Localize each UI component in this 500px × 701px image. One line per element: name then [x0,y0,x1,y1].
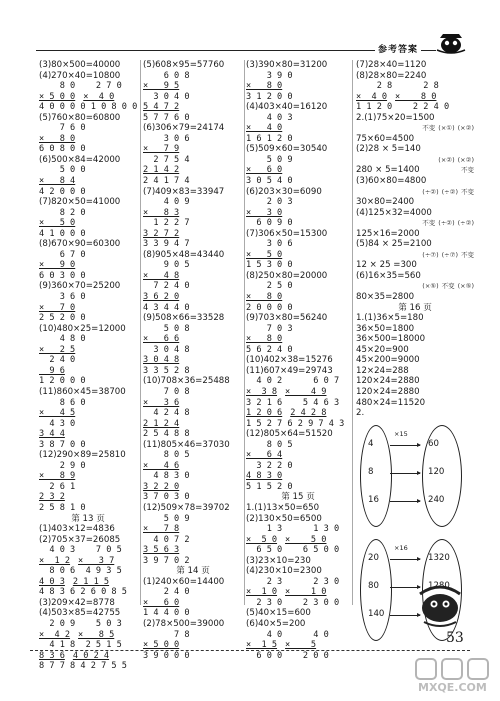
change-tag: 不变 [461,187,474,196]
watermark [412,656,500,700]
calc-line: 3 9 7 0 2 [143,555,190,566]
column-divider [352,60,353,605]
operation-label: ×15 [394,429,408,438]
equation-line: (5)84 × 25=2100 [356,239,432,250]
calc-row [356,92,474,103]
calc-line: × 4 9 [285,386,327,397]
calc-line: 5 0 9 [246,154,293,165]
change-tag: 不变 [461,250,474,259]
answer-column-3 [246,60,350,661]
calc-line: 9 6 [39,365,65,376]
calc-line: 4 3 4 4 0 [143,302,190,313]
change-tag: (÷⑦) [422,250,439,259]
watermark-text: MXQE.COM [418,681,487,694]
operation-label: ×16 [394,543,408,552]
mapping-arrow [390,473,420,474]
calc-line: × 6 0 [246,165,283,176]
calc-line: 6 0 3 0 0 [39,270,86,281]
change-tag: 不变 [441,282,455,291]
calc-line: 5 4 7 2 [143,102,180,113]
calc-line: 8 7 7 8 4 2 7 5 5 [39,661,127,672]
calc-line: 3 3 9 4 7 [143,239,190,250]
equation-line: 280 × 5=1400 [356,165,420,176]
footer-rule [30,650,470,651]
calc-line: 6 5 0 6 5 0 0 [246,545,340,556]
left-value: 16 [368,494,379,505]
calc-line: 1 5 3 0 0 [246,260,293,271]
calc-line: 4 0 9 [143,197,190,208]
calc-line: × 9 5 [143,81,180,92]
calc-line: 8 0 2 7 0 [39,81,122,92]
calc-line: 4 1 8 2 5 1 5 [39,640,122,651]
calc-line: 2 0 9 5 0 3 [39,618,122,629]
calc-line: 2 4 1 7 4 [143,176,190,187]
equation-line: (7)409×83=33947 [143,186,225,197]
calc-line: 3 7 0 3 0 [143,492,190,503]
calc-line: × 5 0 0 [39,91,76,102]
equation-line: (12)290×89=25810 [39,450,126,461]
change-rule-chains [356,113,474,303]
left-value: 4 [368,438,374,449]
rule-row [356,187,474,198]
calc-line: 5 0 9 [143,513,190,524]
calc-row [246,387,350,398]
section-heading: 第 15 页 [281,492,315,503]
rule-row [356,144,474,155]
equation-line: (10)708×36=25488 [143,376,230,387]
calc-line: 4 2 4 8 [143,408,190,419]
rule-row [356,165,474,176]
mapping-arrow [390,559,420,560]
calc-line: × 8 0 [39,133,76,144]
calc-line: 3 9 0 [246,70,293,81]
calc-line: 4 1 0 0 0 [39,228,86,239]
calc-line: × 5 0 [39,218,76,229]
calc-line: 3 0 4 0 [143,91,190,102]
rule-row [356,123,474,134]
calc-line: 2 5 2 0 0 [39,313,86,324]
equation-line: (6)16×35=560 [356,270,421,281]
calc-line: 3 2 2 0 [246,460,293,471]
mapping-arrow [390,501,420,502]
calc-line: 2 1 1 5 [72,576,110,587]
calc-line: 5 1 5 2 0 [246,481,293,492]
header-label: 参考答案 [375,42,421,55]
change-tag: (÷②) [422,187,439,196]
calc-line: × 4 0 [246,123,283,134]
calc-line: 5 7 7 6 0 [143,112,190,123]
equation-line: (9)703×80=56240 [246,313,328,324]
calc-line: 2 1 4 2 [143,165,180,176]
left-value: 80 [368,580,379,591]
calc-line: 3 5 6 3 [143,545,180,556]
calc-line: 7 2 4 0 [143,281,190,292]
right-value: 120 [428,466,445,477]
equation-line: (5)608×95=57760 [143,60,225,70]
equation-line: 120×24=2880 [356,376,420,387]
equation-line: (3)60×80=4800 [356,176,427,187]
equation-line: 80×35=2800 [356,292,415,303]
calc-line: 6 0 8 [143,70,190,81]
calc-row [246,587,350,598]
calc-line: 2 3 2 [39,492,65,503]
rule-row [356,229,474,240]
calc-line: × 4 6 [143,460,180,471]
calc-line: 6 0 0 2 0 0 [246,650,329,661]
calc-line: × 6 6 [143,334,180,345]
column-divider [140,60,141,605]
equation-line: 45×200=9000 [356,355,420,366]
calc-line: × 2 5 [39,344,76,355]
calc-line: 4 0 2 4 [72,650,110,661]
equation-line: (7)306×50=15300 [246,228,328,239]
calc-line: 4 0 3 7 0 5 [39,545,122,556]
left-value: 8 [368,466,374,477]
calc-line: × 3 8 [246,386,278,397]
calc-line: 4 0 3 [39,576,65,587]
calc-line: 4 0 7 2 [143,534,190,545]
section-heading: 第 16 页 [398,302,432,313]
calc-line: 8 6 0 [39,397,86,408]
calc-line: 4 2 0 0 0 [39,186,86,197]
calc-row [39,577,137,588]
calc-line: 4 8 0 [39,334,86,345]
calc-line: 3 0 4 8 [143,355,180,366]
calc-line: 1 5 2 7 6 2 9 7 4 3 [246,418,345,429]
calc-line: 8 0 5 [246,439,293,450]
equation-line: (1)240×60=14400 [143,576,225,587]
change-tag: 不变 [422,219,436,228]
equation-line: 36×50=1800 [356,323,415,334]
calc-line: 6 0 8 0 0 [39,144,86,155]
left-oval [360,425,392,527]
calc-line: 2 9 0 [39,460,86,471]
calc-line: 5 6 2 4 0 [246,344,293,355]
calc-line: 4 0 4 0 [246,629,329,640]
calc-line: 1 6 1 2 0 [246,133,293,144]
calc-line: 7 6 0 [39,123,86,134]
equation-line: (4)125×32=4000 [356,207,432,218]
equation-line: (5)760×80=60800 [39,112,121,123]
change-tag: (÷②) [457,219,474,228]
calc-line: × 8 0 [395,91,437,102]
change-tag: (×⑤) [457,282,474,291]
calc-line: 8 3 6 [39,650,65,661]
calc-line: × 4 0 [356,91,388,102]
calc-line: 3 2 2 0 [143,481,180,492]
equation-line: 30×80=2400 [356,197,415,208]
change-tag: (÷⑦) [441,250,458,259]
calc-line: 7 0 3 [246,323,293,334]
calc-line: 3 0 5 4 0 [246,176,293,187]
calc-line: 3 6 0 [39,292,86,303]
answer-column-1 [39,60,137,672]
equation-line: 125×16=2000 [356,228,420,239]
calc-line: × 8 3 [143,207,180,218]
calc-line: × 8 0 [246,292,283,303]
calc-line: × 3 7 [78,555,115,566]
equation-line: 36×500=18000 [356,334,426,345]
rule-row [356,250,474,261]
equation-line: (10)402×38=15276 [246,355,333,366]
change-tag: (×②) [457,155,474,164]
equation-line: (6)40×5=200 [246,618,306,629]
calc-line: × 6 4 [246,450,283,461]
mascot-icon [410,580,468,630]
calc-line: 2 7 5 4 [143,154,190,165]
calc-line: 4 3 0 [39,418,76,429]
column-divider [244,60,245,605]
calc-line: 2 4 0 [143,587,190,598]
equation-line: (12)509×78=39702 [143,502,230,513]
calc-line: × 8 5 [78,629,115,640]
equation-line: (6)306×79=24174 [143,123,225,134]
equation-line: (3)23×10=230 [246,555,311,566]
calc-line: 2 5 4 8 8 [143,429,190,440]
calc-line: × 5 0 [246,249,283,260]
calc-line: 2 3 2 3 0 [246,576,340,587]
left-value: 20 [368,552,379,563]
equation-line: (4)403×40=16120 [246,102,328,113]
calc-line: 4 0 2 6 0 7 [246,376,340,387]
calc-line: 2 8 2 8 [356,81,439,92]
equation-line: (8)250×80=20000 [246,270,328,281]
calc-line: × 8 0 [246,334,283,345]
equation-line: (1)403×12=4836 [39,524,115,535]
calc-row [39,630,137,641]
equation-line: (4)270×40=10800 [39,70,121,81]
equation-line: 1.(1)36×5=180 [356,313,424,324]
rule-row [356,155,474,166]
rule-row [356,113,474,124]
calc-line: 3 0 4 8 [143,344,190,355]
equation-line: (8)670×90=60300 [39,239,121,250]
calc-line: 6 0 9 0 [246,218,293,229]
change-tag: 不变 [422,124,436,133]
calc-row [246,408,350,419]
calc-line: 3 2 7 2 [143,228,180,239]
change-tag: (÷②) [438,219,455,228]
equation-line: (2)28 × 5=140 [356,144,421,155]
mascot-icon [434,30,468,56]
answer-column-2 [143,60,243,661]
calc-line: 2 1 2 4 [143,418,180,429]
calc-line: × 7 8 [143,524,180,535]
calc-row [39,556,137,567]
calc-line: 2 5 8 1 0 [39,502,86,513]
rule-row [356,197,474,208]
equation-line: 12 × 25 =300 [356,260,417,271]
calc-line: 1 2 0 6 [246,408,283,419]
calc-line: 4 8 3 6 2 6 0 8 5 [39,587,127,598]
rule-row [356,134,474,145]
calc-line: 2 0 3 [246,197,293,208]
change-tag: (×①) [438,124,455,133]
equation-line: (4)503×85=42755 [39,608,121,619]
calc-line: × 4 8 [143,270,180,281]
equation-line: (11)607×49=29743 [246,365,333,376]
equation-line: (8)905×48=43440 [143,249,225,260]
calc-line: × 8 4 [39,176,76,187]
calc-line: 4 8 3 0 [246,471,283,482]
change-tag: 不变 [461,166,474,175]
equation-line: 480×24=11520 [356,397,426,408]
calc-line: × 1 2 [39,555,71,566]
calc-line: × 5 0 [285,534,327,545]
equation-line: (7)28×40=1120 [356,60,427,70]
equation-line: (10)480×25=12000 [39,323,126,334]
calc-line: 1 2 0 0 0 [39,376,86,387]
calc-line: × 1 0 [246,587,278,598]
calc-line: 2 4 2 8 [290,408,327,419]
calc-line: × 4 5 [39,408,76,419]
right-value: 1320 [428,552,450,563]
calc-line: 9 0 5 [143,260,190,271]
right-value: 240 [428,494,445,505]
rule-row [356,281,474,292]
calc-line: 8 0 6 4 9 3 5 [39,566,122,577]
equation-line: 75×60=4500 [356,133,415,144]
page16-answers [356,313,474,408]
equation-line: 1.(1)13×50=650 [246,502,320,513]
section-heading: 第 13 页 [71,513,105,524]
calc-line: 1 2 2 7 [143,218,190,229]
calc-line: × 3 6 [143,397,180,408]
rule-row [356,292,474,303]
mapping-arrow [390,445,420,446]
header [36,30,476,58]
calc-line: × 1 0 [285,587,327,598]
rule-row [356,239,474,250]
calc-line: 2 4 0 [39,355,76,366]
equation-line: (12)805×64=51520 [246,429,333,440]
calc-line: 3 2 1 6 5 4 6 3 [246,397,340,408]
calc-row [246,535,350,546]
calc-line: × 4 2 [39,629,71,640]
equation-line: (6)500×84=42000 [39,154,121,165]
calc-line: 8 2 0 [39,207,86,218]
calc-line: 2 3 0 2 3 0 0 [246,597,340,608]
calc-line: 3 8 7 0 0 [39,439,86,450]
calc-line: 3 3 5 2 8 [143,365,190,376]
change-tag: (÷②) [441,187,458,196]
calc-line: 3 4 4 [39,429,65,440]
calc-line: 7 8 [143,629,190,640]
calc-line: 7 0 8 [143,386,190,397]
rule-row [356,218,474,229]
equation-line: 2.(1)75×20=1500 [356,112,435,123]
calc-line: 1 4 4 0 0 [143,608,190,619]
calc-line: 3 0 6 [143,133,190,144]
calc-line: 3 1 2 0 0 [246,91,293,102]
calc-line: × 6 0 [143,597,180,608]
calc-line: 4 0 0 0 0 1 0 8 0 0 [39,102,138,113]
equation-line: (11)805×46=37030 [143,439,230,450]
page-number: 53 [446,630,464,646]
calc-line: × 7 9 [143,144,180,155]
change-tag: (×⑤) [422,282,439,291]
calc-line: × 5 0 [246,534,278,545]
calc-line: 4 8 3 0 [143,471,190,482]
calc-line: 3 6 2 0 [143,292,180,303]
section-heading: 第 14 页 [176,566,210,577]
calc-line: × 8 0 [246,81,283,92]
calc-line: 2 0 0 0 0 [246,302,293,313]
equation-line: (6)203×30=6090 [246,186,322,197]
rule-row [356,208,474,219]
equation-line: (4)230×10=2300 [246,566,322,577]
equation-line: (3)80×500=40000 [39,60,121,70]
equation-line: (9)360×70=25200 [39,281,121,292]
equation-line: (3)390×80=31200 [246,60,328,70]
equation-line: (3)209×42=8778 [39,597,115,608]
question-label: 2. [356,408,365,419]
equation-line: (2)130×50=6500 [246,513,322,524]
calc-line: 5 0 0 [39,165,86,176]
calc-line: 1 3 1 3 0 [246,524,340,535]
calc-line: × 5 0 0 [143,640,180,651]
right-value: 60 [428,438,439,449]
calc-line: 3 0 6 [246,239,293,250]
right-value: 1280 [428,580,450,591]
rule-row [356,271,474,282]
calc-line: 5 0 8 [143,323,190,334]
equation-line: (8)28×80=2240 [356,70,427,81]
equation-line: 120×24=2880 [356,386,420,397]
calc-line: 8 0 5 [143,450,190,461]
calc-line: 4 0 3 [246,112,293,123]
calc-line: × 7 0 [39,302,76,313]
calc-row [39,651,137,662]
equation-line: 45×20=900 [356,344,409,355]
equation-line: (2)78×500=39000 [143,618,225,629]
calc-line: × 3 0 [246,207,283,218]
equation-line: 12×24=288 [356,365,409,376]
calc-line: 3 9 0 0 0 [143,650,190,661]
calc-line: × 4 0 [83,91,115,102]
equation-line: (11)860×45=38700 [39,386,126,397]
calc-line: × 8 9 [39,471,76,482]
calc-line: × 1 5 [246,640,278,651]
rule-row [356,260,474,271]
calc-line: 1 1 2 0 2 2 4 0 [356,102,450,113]
calc-line: 6 7 0 [39,249,86,260]
equation-line: (7)820×50=41000 [39,197,121,208]
calc-line: × 9 0 [39,260,76,271]
calc-row [39,92,137,103]
change-tag: (×②) [457,124,474,133]
change-tag: (×②) [438,155,455,164]
equation-line: (5)509×60=30540 [246,144,328,155]
equation-line: (2)705×37=26085 [39,534,121,545]
left-value: 140 [368,608,385,619]
equation-line: (9)508×66=33528 [143,313,225,324]
rule-row [356,176,474,187]
mapping-diagram-1 [356,421,474,533]
equation-line: (5)40×15=600 [246,608,311,619]
calc-line: 2 5 0 [246,281,293,292]
watermark-logo-icon [412,656,500,682]
calc-line: × 5 [285,640,317,651]
calc-line: 2 6 1 [39,481,76,492]
answer-column-4 [356,60,474,647]
